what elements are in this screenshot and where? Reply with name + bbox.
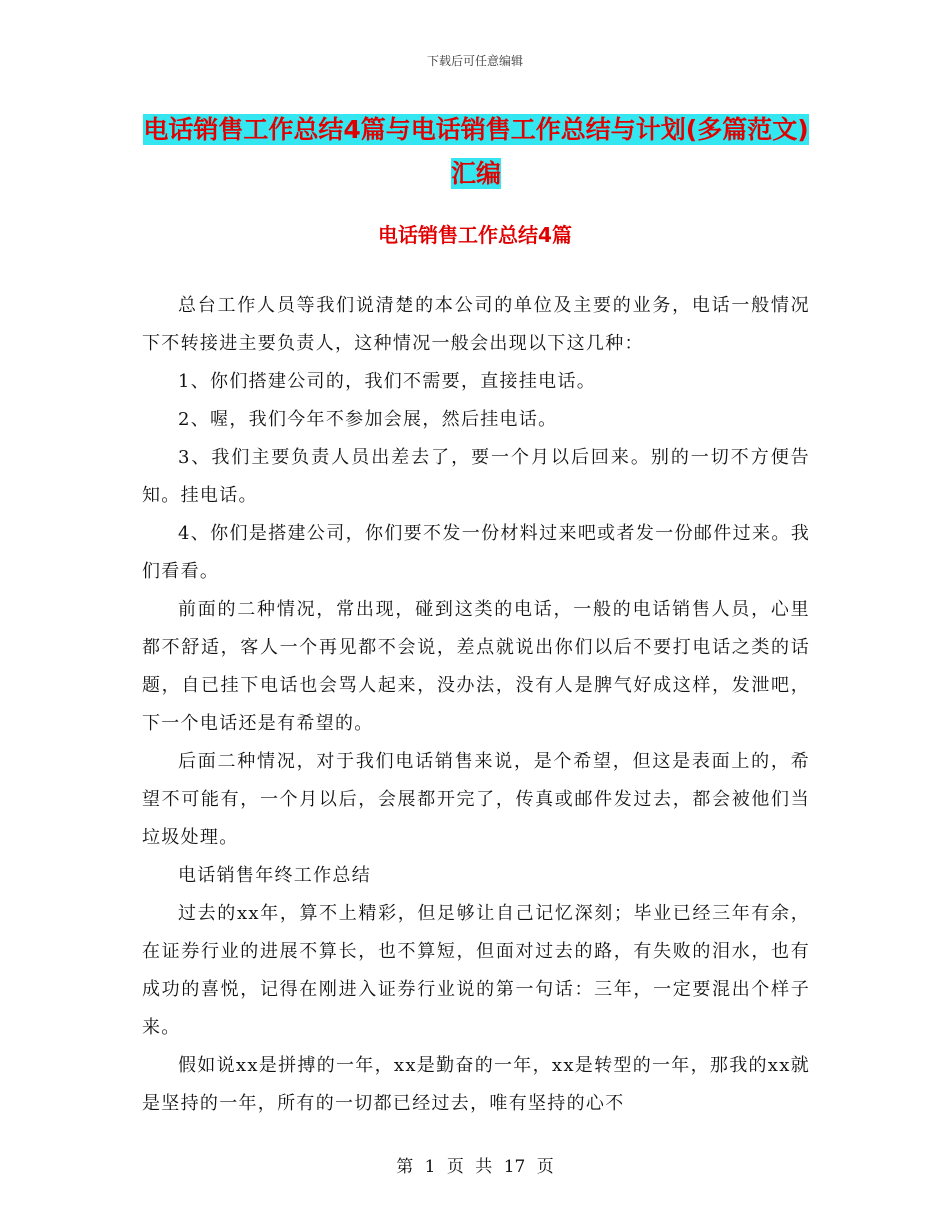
paragraph: 2、喔，我们今年不参加会展，然后挂电话。	[178, 409, 558, 430]
paragraph: 前面的二种情况，常出现，碰到这类的电话，一般的电话销售人员，心里都不舒适，客人一个再见都不会说，差点就说出你们以后不要打电话之类的话题，自已挂下电话也会骂人起来，没办法，没有人是脾气好成这样，发泄吧，下一个电话还是有希望的。	[142, 599, 810, 734]
subheading-paragraph: 电话销售年终工作总结	[178, 865, 371, 886]
paragraph: 1、你们搭建公司的，我们不需要，直接挂电话。	[178, 371, 597, 392]
footer-page-number: 1	[424, 1157, 436, 1177]
document-title	[140, 108, 812, 196]
footer-total-label: 共	[475, 1157, 493, 1177]
section-title: 电话销售工作总结4篇	[378, 223, 572, 247]
footer-total-pages: 17	[503, 1157, 526, 1177]
page-footer	[0, 1152, 950, 1177]
paragraph: 后面二种情况，对于我们电话销售来说，是个希望，但这是表面上的，希望不可能有，一个月以后，会展都开完了，传真或邮件发过去，都会被他们当垃圾处理。	[142, 751, 810, 848]
paragraph: 4、你们是搭建公司，你们要不发一份材料过来吧或者发一份邮件过来。我们看看。	[142, 523, 810, 582]
header-note: 下载后可任意编辑	[426, 54, 523, 68]
paragraph: 假如说xx是拼搏的一年，xx是勤奋的一年，xx是转型的一年，那我的xx就是坚持的一年，所有的一切都已经过去，唯有坚持的心不	[142, 1055, 811, 1114]
document-body	[142, 287, 810, 1123]
document-title-text: 电话销售工作总结4篇与电话销售工作总结与计划(多篇范文)汇编	[143, 115, 809, 188]
footer-page-mid: 页	[446, 1157, 464, 1177]
footer-page-suffix: 页	[536, 1157, 554, 1177]
paragraph: 3、我们主要负责人员出差去了，要一个月以后回来。别的一切不方便告知。挂电话。	[142, 447, 810, 506]
footer-page-prefix: 第	[396, 1157, 414, 1177]
paragraph: 总台工作人员等我们说清楚的本公司的单位及主要的业务，电话一般情况下不转接进主要负责人，这种情况一般会出现以下这几种：	[142, 295, 810, 354]
paragraph: 过去的xx年，算不上精彩，但足够让自己记忆深刻；毕业已经三年有余，在证券行业的进展不算长，也不算短，但面对过去的路，有失败的泪水，也有成功的喜悦，记得在刚进入证券行业说的第一句话：三年，一定要混出个样子来。	[142, 903, 810, 1038]
